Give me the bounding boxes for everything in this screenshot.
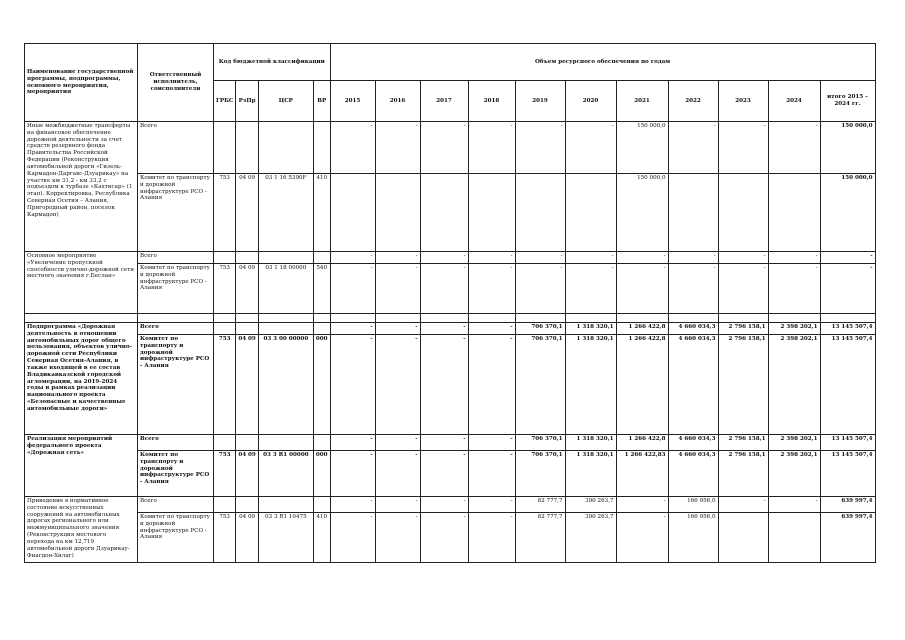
table-row	[25, 264, 876, 314]
total-cell: -	[820, 264, 875, 314]
rzpr-cell: 04 09	[236, 451, 259, 497]
executor-cell: Всего	[138, 435, 214, 451]
value-cell: 150 000,0	[616, 122, 668, 174]
header-year: 2020	[565, 81, 616, 122]
csr-cell: 03 1 16 5390F	[258, 174, 313, 252]
header-total: итого 2015 – 2024 гг.	[820, 81, 875, 122]
table-row	[25, 122, 876, 174]
vr-cell	[313, 252, 330, 264]
header-grbs: ГРБС	[214, 81, 236, 122]
total-cell: 639 997,4	[820, 497, 875, 513]
value-cell: -	[330, 252, 375, 264]
value-cell: 1 266 422,83	[616, 451, 668, 497]
total-cell: -	[820, 252, 875, 264]
grbs-cell: 753	[214, 174, 236, 252]
rzpr-cell	[236, 435, 259, 451]
header-year: 2016	[375, 81, 420, 122]
value-cell	[768, 174, 820, 252]
rzpr-cell	[236, 323, 259, 335]
csr-cell	[258, 435, 313, 451]
executor-cell: Всего	[138, 323, 214, 335]
rzpr-cell: 04 09	[236, 513, 259, 563]
value-cell: -	[718, 264, 768, 314]
vr-cell: 540	[313, 264, 330, 314]
program-name-cell: Приведение в нормативное состояние искусственных сооружений на автомобильных дорогах регионального или межмуниципального значения (Реконструкция мостового перехода на км 12,719 автомобильной дороги Дзуарикау-Фиагдон-Хилаг)	[25, 497, 138, 563]
program-name-cell: Основное мероприятие «Увеличение пропускной способности улично-дорожной сети местного значения г.Беслан»	[25, 252, 138, 314]
header-year: 2021	[616, 81, 668, 122]
csr-cell: 03 1 18 00000	[258, 264, 313, 314]
separator-cell	[768, 314, 820, 323]
vr-cell: 000	[313, 451, 330, 497]
value-cell: 390 263,7	[565, 513, 616, 563]
grbs-cell	[214, 497, 236, 513]
value-cell: -	[468, 335, 515, 435]
value-cell: 150 000,0	[616, 174, 668, 252]
header-executor: Ответственный исполнитель, соисполнители	[138, 44, 214, 122]
value-cell: -	[718, 497, 768, 513]
table-row	[25, 174, 876, 252]
value-cell	[718, 174, 768, 252]
separator-cell	[420, 314, 468, 323]
total-cell: 13 145 507,4	[820, 435, 875, 451]
grbs-cell: 753	[214, 335, 236, 435]
value-cell: -	[375, 122, 420, 174]
table-row	[25, 335, 876, 435]
value-cell: -	[768, 497, 820, 513]
rzpr-cell	[236, 497, 259, 513]
value-cell: -	[375, 335, 420, 435]
value-cell	[468, 174, 515, 252]
value-cell: -	[375, 252, 420, 264]
value-cell: 2 796 158,1	[718, 323, 768, 335]
value-cell	[330, 174, 375, 252]
value-cell: -	[420, 252, 468, 264]
value-cell: -	[515, 264, 565, 314]
value-cell: 1 266 422,8	[616, 335, 668, 435]
csr-cell: 03 3 R1 00000	[258, 451, 313, 497]
value-cell	[420, 174, 468, 252]
value-cell: 2 796 158,1	[718, 435, 768, 451]
value-cell: 390 263,7	[565, 497, 616, 513]
separator-cell	[313, 314, 330, 323]
value-cell: -	[375, 323, 420, 335]
grbs-cell: 753	[214, 451, 236, 497]
separator-cell	[138, 314, 214, 323]
separator-cell	[668, 314, 718, 323]
value-cell: -	[565, 264, 616, 314]
value-cell: -	[616, 264, 668, 314]
executor-cell: Всего	[138, 497, 214, 513]
program-name-cell: Реализация мероприятий федерального проекта «Дорожная сеть»	[25, 435, 138, 497]
value-cell: 82 777,7	[515, 513, 565, 563]
value-cell	[515, 174, 565, 252]
program-name-cell: Подпрограмма «Дорожная деятельность в отношении автомобильных дорог общего пользования, объектов улично-дорожной сети Республики Северная Осетия-Алания, в также входящей в ее состав Владикавказской городской агломерации, на 2019-2024 годы в рамках реализации национального проекта «Безопасные и качественные автомобильные дороги»	[25, 323, 138, 435]
value-cell: -	[375, 451, 420, 497]
value-cell: -	[668, 264, 718, 314]
table-row	[25, 513, 876, 563]
header-year: 2024	[768, 81, 820, 122]
header-row	[25, 44, 876, 81]
rzpr-cell: 04 09	[236, 174, 259, 252]
value-cell: -	[330, 264, 375, 314]
grbs-cell: 753	[214, 264, 236, 314]
vr-cell	[313, 122, 330, 174]
csr-cell: 03 3 R1 10475	[258, 513, 313, 563]
total-cell: 150 000,0	[820, 174, 875, 252]
value-cell: -	[515, 122, 565, 174]
header-year: 2017	[420, 81, 468, 122]
value-cell: -	[468, 451, 515, 497]
table-row	[25, 451, 876, 497]
value-cell: 1 318 320,1	[565, 323, 616, 335]
value-cell: -	[420, 497, 468, 513]
separator-cell	[565, 314, 616, 323]
executor-cell: Всего	[138, 252, 214, 264]
value-cell: 2 796 158,1	[718, 335, 768, 435]
rzpr-cell	[236, 252, 259, 264]
value-cell: -	[616, 497, 668, 513]
value-cell: 1 318 320,1	[565, 335, 616, 435]
header-code-group: Код бюджетной классификации	[214, 44, 331, 81]
separator-cell	[820, 314, 875, 323]
value-cell: 4 660 034,3	[668, 335, 718, 435]
header-year: 2019	[515, 81, 565, 122]
value-cell	[565, 174, 616, 252]
value-cell: 1 318 320,1	[565, 451, 616, 497]
vr-cell: 410	[313, 513, 330, 563]
value-cell: -	[468, 497, 515, 513]
grbs-cell	[214, 252, 236, 264]
value-cell	[375, 174, 420, 252]
executor-cell: Всего	[138, 122, 214, 174]
value-cell: -	[375, 513, 420, 563]
value-cell: 706 370,1	[515, 335, 565, 435]
value-cell: -	[668, 252, 718, 264]
value-cell: -	[468, 513, 515, 563]
separator-cell	[468, 314, 515, 323]
vr-cell: 410	[313, 174, 330, 252]
header-vr: ВР	[313, 81, 330, 122]
value-cell: -	[375, 264, 420, 314]
value-cell: -	[768, 252, 820, 264]
value-cell: -	[515, 252, 565, 264]
csr-cell: 03 3 00 00000	[258, 335, 313, 435]
total-cell: 13 145 507,4	[820, 451, 875, 497]
table-row	[25, 323, 876, 335]
value-cell: 1 266 422,8	[616, 435, 668, 451]
value-cell: -	[330, 435, 375, 451]
separator-cell	[718, 314, 768, 323]
table-row	[25, 497, 876, 513]
csr-cell	[258, 252, 313, 264]
value-cell: -	[718, 122, 768, 174]
value-cell: 1 318 320,1	[565, 435, 616, 451]
separator-row	[25, 314, 876, 323]
rzpr-cell: 04 09	[236, 335, 259, 435]
executor-cell: Комитет по транспорту и дорожной инфраструктуре РСО - Алания	[138, 513, 214, 563]
value-cell	[718, 513, 768, 563]
value-cell	[668, 174, 718, 252]
value-cell: -	[468, 435, 515, 451]
value-cell: -	[420, 122, 468, 174]
separator-cell	[258, 314, 313, 323]
value-cell: -	[420, 513, 468, 563]
value-cell: -	[375, 497, 420, 513]
rzpr-cell: 04 09	[236, 264, 259, 314]
value-cell: -	[768, 122, 820, 174]
rzpr-cell	[236, 122, 259, 174]
total-cell: 639 997,4	[820, 513, 875, 563]
value-cell: -	[330, 451, 375, 497]
value-cell: -	[420, 335, 468, 435]
csr-cell	[258, 323, 313, 335]
total-cell: 13 145 507,4	[820, 323, 875, 335]
executor-cell: Комитет по транспорту и дорожной инфраструктуре РСО - Алания	[138, 174, 214, 252]
executor-cell: Комитет по транспорту и дорожной инфраструктуре РСО - Алания	[138, 335, 214, 435]
grbs-cell	[214, 435, 236, 451]
grbs-cell	[214, 122, 236, 174]
value-cell: -	[718, 252, 768, 264]
vr-cell	[313, 497, 330, 513]
header-year: 2023	[718, 81, 768, 122]
value-cell: -	[616, 252, 668, 264]
total-cell: 13 145 507,4	[820, 335, 875, 435]
separator-cell	[616, 314, 668, 323]
value-cell: -	[468, 122, 515, 174]
value-cell: 2 398 202,1	[768, 323, 820, 335]
value-cell: 706 370,1	[515, 451, 565, 497]
value-cell: 4 660 034,3	[668, 435, 718, 451]
value-cell: -	[468, 323, 515, 335]
grbs-cell	[214, 323, 236, 335]
header-volume-group: Объем ресурсного обеспечения по годам	[330, 44, 875, 81]
grbs-cell: 753	[214, 513, 236, 563]
separator-cell	[236, 314, 259, 323]
value-cell: 706 370,1	[515, 435, 565, 451]
separator-cell	[214, 314, 236, 323]
table-row	[25, 435, 876, 451]
header-year: 2015	[330, 81, 375, 122]
value-cell: 4 660 034,3	[668, 323, 718, 335]
vr-cell	[313, 435, 330, 451]
value-cell: -	[565, 122, 616, 174]
value-cell: -	[420, 323, 468, 335]
separator-cell	[375, 314, 420, 323]
value-cell: -	[565, 252, 616, 264]
value-cell: -	[768, 264, 820, 314]
program-name-cell: Иные межбюджетные трансферты на финансовое обеспечение дорожной деятельности за счет средств резервного фонда Правительства Российской Федерации (Реконструкция автомобильной дороги «Гизель-Кармадон-Даргавс-Дзуарикау» на участке км 31,2 - км 33,2 с подъездом к турбазе «Кахтисар» (1 этап). Корректировка, Республика Северная Осетия – Алания, Пригородный район, поселок Кармадон)	[25, 122, 138, 252]
value-cell: -	[420, 264, 468, 314]
value-cell: 4 660 034,3	[668, 451, 718, 497]
value-cell: 2 398 202,1	[768, 435, 820, 451]
value-cell: 166 956,0	[668, 513, 718, 563]
csr-cell	[258, 497, 313, 513]
value-cell: -	[375, 435, 420, 451]
value-cell: 1 266 422,8	[616, 323, 668, 335]
vr-cell	[313, 323, 330, 335]
value-cell: -	[330, 513, 375, 563]
value-cell: -	[468, 264, 515, 314]
value-cell: 82 777,7	[515, 497, 565, 513]
value-cell: -	[668, 122, 718, 174]
separator-cell	[515, 314, 565, 323]
value-cell: 706 370,1	[515, 323, 565, 335]
value-cell: 166 956,0	[668, 497, 718, 513]
value-cell: -	[330, 122, 375, 174]
value-cell: -	[616, 513, 668, 563]
header-csr: ЦСР	[258, 81, 313, 122]
table-body	[25, 44, 876, 563]
value-cell: -	[420, 451, 468, 497]
header-name: Наименование государственной программы, подпрограммы, основного мероприятия, мероприятия	[25, 44, 138, 122]
table-row	[25, 252, 876, 264]
executor-cell: Комитет по транспорту и дорожной инфраструктуре РСО - Алания	[138, 264, 214, 314]
value-cell: -	[330, 497, 375, 513]
value-cell: -	[468, 252, 515, 264]
value-cell: -	[330, 335, 375, 435]
executor-cell: Комитет по транспорту и дорожной инфраструктуре РСО - Алания	[138, 451, 214, 497]
separator-cell	[25, 314, 138, 323]
value-cell: 2 796 158,1	[718, 451, 768, 497]
header-year: 2018	[468, 81, 515, 122]
total-cell: 150 000,0	[820, 122, 875, 174]
value-cell: -	[330, 323, 375, 335]
budget-table	[24, 43, 876, 563]
header-year: 2022	[668, 81, 718, 122]
value-cell: 2 398 202,1	[768, 335, 820, 435]
vr-cell: 000	[313, 335, 330, 435]
value-cell: -	[420, 435, 468, 451]
csr-cell	[258, 122, 313, 174]
value-cell	[768, 513, 820, 563]
header-rzpr: РзПр	[236, 81, 259, 122]
separator-cell	[330, 314, 375, 323]
value-cell: 2 398 202,1	[768, 451, 820, 497]
